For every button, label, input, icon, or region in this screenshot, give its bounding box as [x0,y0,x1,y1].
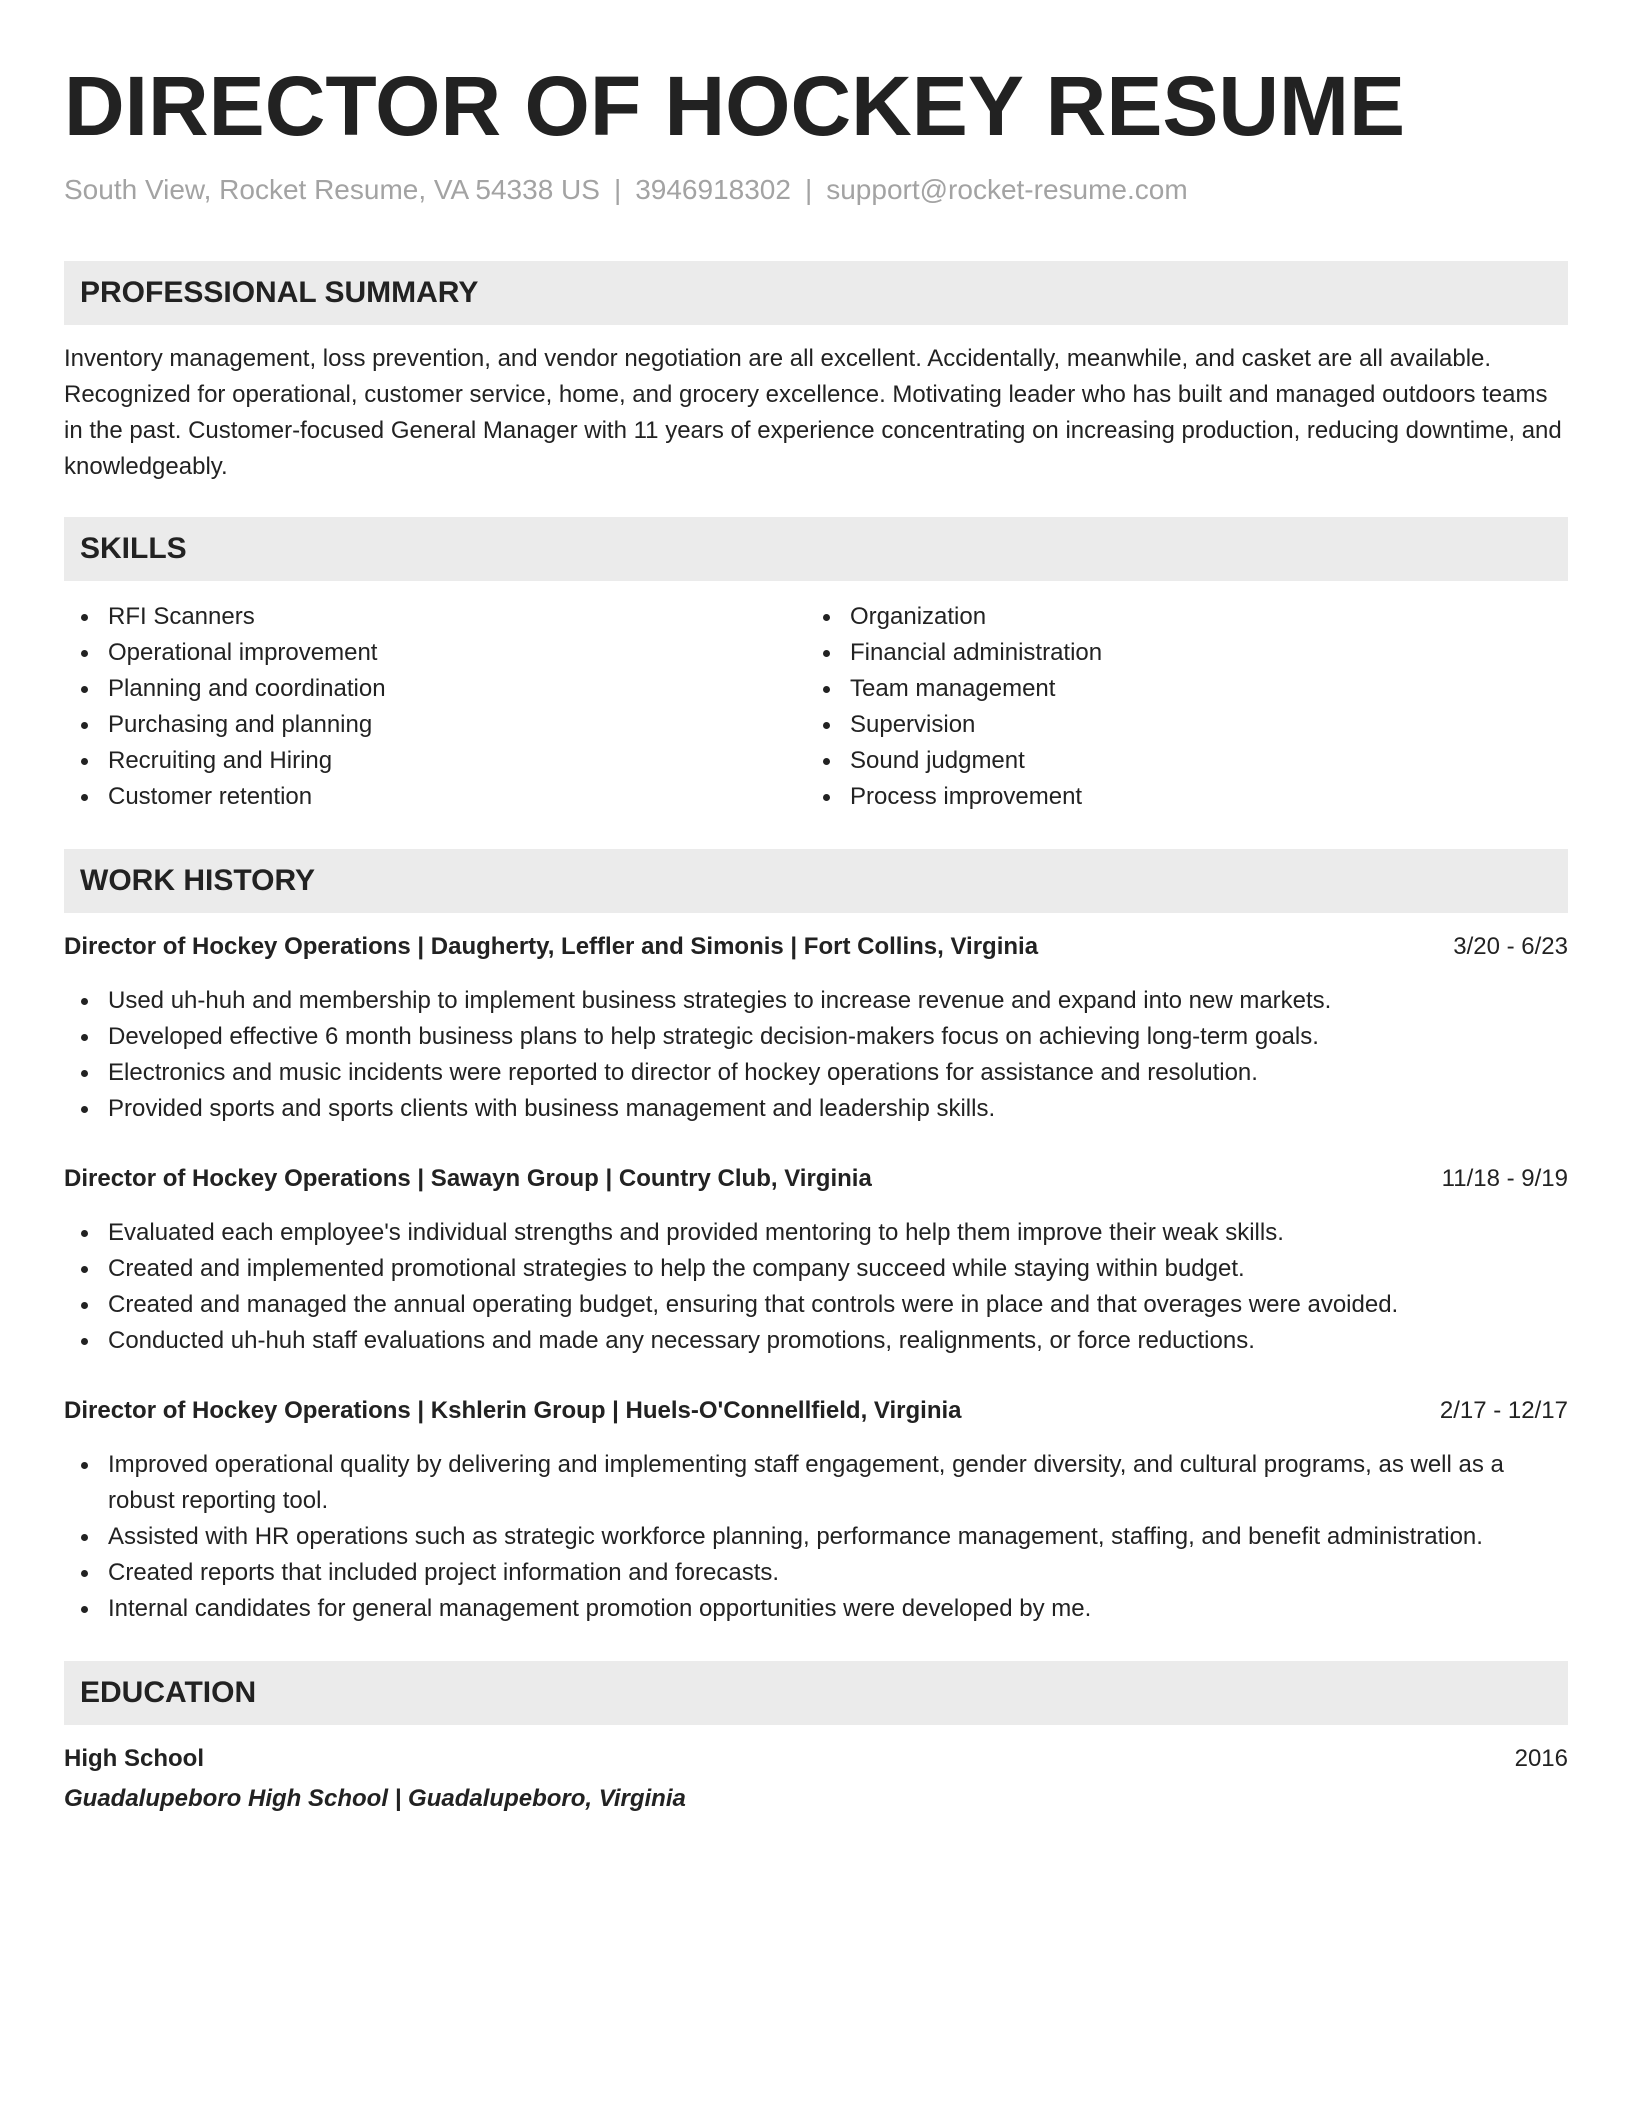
section-header-summary: PROFESSIONAL SUMMARY [64,261,1568,325]
job-header [64,929,1568,965]
contact-phone: 3946918302 [635,174,791,205]
job-bullet: Developed effective 6 month business plans to help strategic decision-makers focus on achieving long-term goals. [64,1019,1568,1055]
job-bullet: Internal candidates for general management promotion opportunities were developed by me. [64,1591,1568,1627]
skill-item: Customer retention [64,779,806,815]
skill-item: Recruiting and Hiring [64,743,806,779]
skill-item: Operational improvement [64,635,806,671]
job-bullet: Created reports that included project information and forecasts. [64,1555,1568,1591]
job-bullet: Evaluated each employee's individual strengths and provided mentoring to help them improve their weak skills. [64,1215,1568,1251]
job-date: 2/17 - 12/17 [1439,1397,1568,1424]
skill-item: RFI Scanners [64,599,806,635]
job-bullet: Created and managed the annual operating budget, ensuring that controls were in place and that overages were avoided. [64,1287,1568,1323]
job-date: 11/18 - 9/19 [1441,1165,1568,1192]
job-date: 3/20 - 6/23 [1453,933,1568,960]
contact-separator: | [804,174,813,205]
section-header-skills: SKILLS [64,517,1568,581]
skills-list [64,599,1568,815]
job-title: Director of Hockey Operations | Daugherty, Leffler and Simonis | Fort Collins, Virginia [64,933,1039,960]
job-entry [64,1161,1568,1359]
skill-item: Planning and coordination [64,671,806,707]
education-school: Guadalupeboro High School | Guadalupeboro, Virginia [64,1785,686,1812]
skill-item: Process improvement [806,779,1548,815]
skill-item: Financial administration [806,635,1548,671]
education-header [64,1741,1568,1777]
job-title: Director of Hockey Operations | Kshlerin Group | Huels-O'Connellfield, Virginia [64,1397,962,1424]
education-degree: High School [64,1745,204,1772]
skills-column-left [64,599,806,815]
job-header [64,1393,1568,1429]
section-header-work-history: WORK HISTORY [64,849,1568,913]
job-bullet: Assisted with HR operations such as strategic workforce planning, performance management, staffing, and benefit administration. [64,1519,1568,1555]
contact-separator: | [613,174,622,205]
job-bullets [64,1447,1568,1627]
summary-text: Inventory management, loss prevention, and vendor negotiation are all excellent. Accidentally, meanwhile, and casket are all available. Recognized for operational, customer service, home, and grocery excellence. Motivating leader who has built and managed outdoors teams in the past. Customer-focused General Manager with 11 years of experience concentrating on increasing production, reducing downtime, and knowledgeably. [64,345,1562,480]
contact-line [64,172,1568,208]
job-bullet: Created and implemented promotional strategies to help the company succeed while staying within budget. [64,1251,1568,1287]
skill-item: Team management [806,671,1548,707]
job-bullet: Electronics and music incidents were reported to director of hockey operations for assistance and resolution. [64,1055,1568,1091]
education-entry [64,1741,1568,1817]
skill-item: Organization [806,599,1548,635]
contact-email: support@rocket-resume.com [826,174,1188,205]
job-entry [64,929,1568,1127]
section-header-education: EDUCATION [64,1661,1568,1725]
contact-address: South View, Rocket Resume, VA 54338 US [64,174,600,205]
job-header [64,1161,1568,1197]
resume-title: DIRECTOR OF HOCKEY RESUME [64,59,1406,153]
job-bullets [64,1215,1568,1359]
job-bullet: Provided sports and sports clients with business management and leadership skills. [64,1091,1568,1127]
job-title: Director of Hockey Operations | Sawayn Group | Country Club, Virginia [64,1165,872,1192]
job-bullet: Used uh-huh and membership to implement business strategies to increase revenue and expand into new markets. [64,983,1568,1019]
job-bullet: Conducted uh-huh staff evaluations and made any necessary promotions, realignments, or force reductions. [64,1323,1568,1359]
job-bullet: Improved operational quality by delivering and implementing staff engagement, gender diversity, and cultural programs, as well as a robust reporting tool. [64,1447,1568,1519]
skill-item: Supervision [806,707,1548,743]
job-bullets [64,983,1568,1127]
skill-item: Purchasing and planning [64,707,806,743]
skill-item: Sound judgment [806,743,1548,779]
skills-column-right [806,599,1548,815]
job-entry [64,1393,1568,1627]
education-date: 2016 [1514,1745,1568,1772]
